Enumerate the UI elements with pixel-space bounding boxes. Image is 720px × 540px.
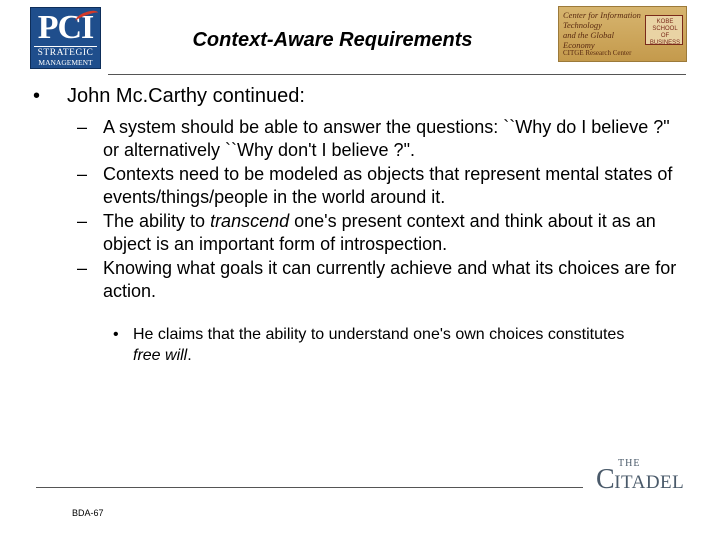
pci-logo-name: PCI [37,9,94,46]
dash-item-text-before: The ability to [103,211,211,231]
sub-bullet-item [113,324,633,366]
dash-item-text: A system should be able to answer the questions: ``Why do I believe ?" or alternatively ``Why don't I believe ?". [103,117,670,160]
citge-logo [558,6,687,62]
citge-logo-line1: Center for Information Technology [563,10,641,30]
pci-logo-line2: MANAGEMENT [38,58,93,67]
sub-bullet-icon: • [113,326,119,343]
citge-logo-line2: and the Global Economy [563,30,614,50]
dash-item [77,116,687,162]
citadel-logo [594,456,694,494]
citge-logo-line3: CITGE Research Center [563,49,632,57]
pci-logo [30,7,101,69]
pci-logo-line1: STRATEGIC [37,48,94,58]
heading-bullet-text: John Mc.Carthy continued: [67,85,305,107]
footer-divider [36,487,583,488]
dash-icon: – [77,211,88,231]
kobe-logo-text: KOBE SCHOOL OF BUSINESS [649,19,681,46]
slide-title: Context-Aware Requirements [192,29,473,51]
citadel-logo-initial: C [596,464,615,495]
citadel-logo-rest: ITADEL [614,472,685,493]
dash-item [77,257,687,303]
dash-list [77,116,687,304]
sub-bullet-text-after: . [187,347,192,364]
dash-item-emphasis: transcend [210,211,290,231]
dash-icon: – [77,258,88,278]
title-divider [108,74,686,75]
sub-bullet-text-before: He claims that the ability to understand one's own choices constitutes [133,326,625,343]
dash-item-text-after: one's present context and think about it as an object is an important form of introspection. [103,211,656,254]
sub-bullet-emphasis: free will [133,347,188,364]
heading-bullet-item [33,84,305,108]
pci-logo-divider [34,46,97,47]
citadel-logo-name [596,464,684,496]
dash-item [77,210,687,256]
citadel-logo-the: THE [618,458,641,469]
dash-item [77,163,687,209]
dash-icon: – [77,164,88,184]
bullet-icon: • [33,85,41,107]
page-id: BDA-67 [72,508,104,518]
kobe-logo [645,15,683,45]
dash-item-text: Contexts need to be modeled as objects that represent mental states of events/things/people in the world around it. [103,164,673,207]
dash-icon: – [77,117,88,137]
dash-item-text: Knowing what goals it can currently achieve and what its choices are for action. [103,258,677,301]
citge-logo-title [563,10,643,50]
